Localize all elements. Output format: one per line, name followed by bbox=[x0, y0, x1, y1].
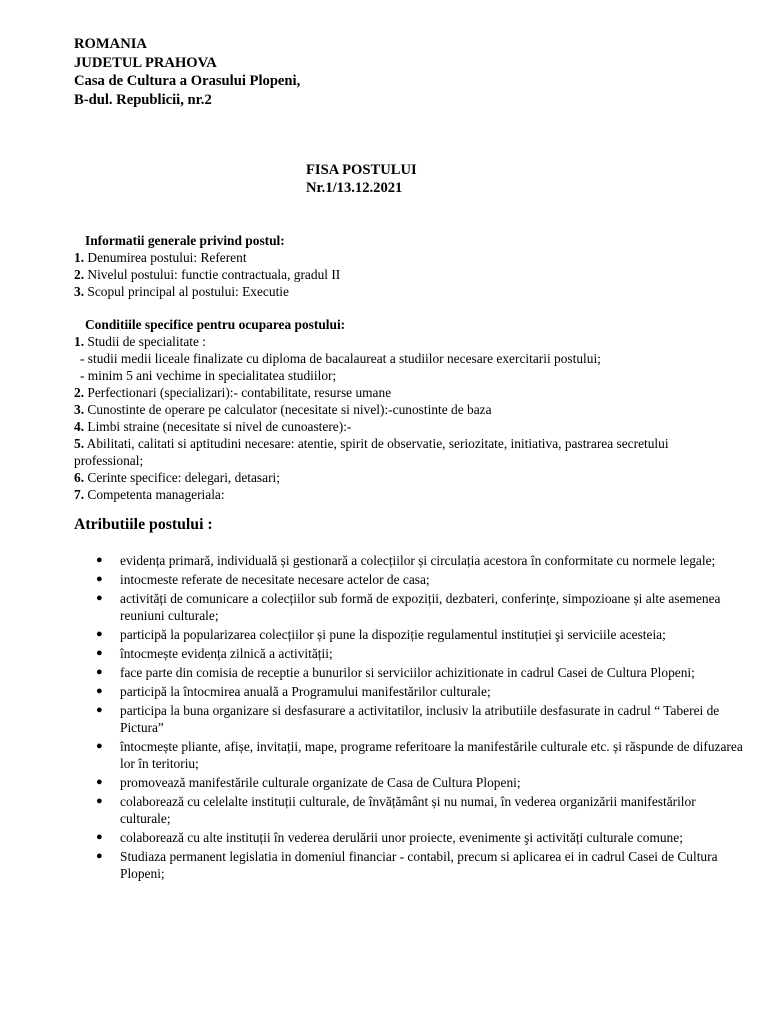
bullet-icon: ● bbox=[96, 685, 103, 697]
bullet-icon: ● bbox=[96, 647, 103, 659]
header-country: ROMANIA bbox=[74, 36, 147, 52]
bullet-icon: ● bbox=[96, 628, 103, 640]
condition-item: 4. Limbi straine (necesitate si nivel de cunoastere):- bbox=[74, 419, 352, 434]
general-info-heading: Informatii generale privind postul: bbox=[85, 233, 285, 248]
general-item: 2. Nivelul postului: functie contractuala, gradul II bbox=[74, 267, 341, 282]
condition-item: 3. Cunostinte de operare pe calculator (necesitate si nivel):-cunostinte de baza bbox=[74, 402, 492, 417]
list-item: ● întocmește evidența zilnică a activității; bbox=[96, 646, 333, 661]
title-main: FISA POSTULUI bbox=[306, 162, 417, 178]
list-item: ● activități de comunicare a colecțiilor sub formă de expoziții, dezbateri, conferințe, simpozioane și alte asemenea reuniuni culturale; bbox=[96, 591, 721, 623]
conditions-heading: Conditiile specifice pentru ocuparea postului: bbox=[85, 317, 346, 332]
header-address: B-dul. Republicii, nr.2 bbox=[74, 91, 212, 108]
list-item: ● participă la popularizarea colecțiilor și pune la dispoziție regulamentul instituției şi serviciile acesteia; bbox=[96, 627, 666, 642]
condition-item: 1. Studii de specialitate : bbox=[74, 334, 207, 349]
bullet-icon: ● bbox=[96, 592, 103, 604]
bullet-icon: ● bbox=[96, 704, 103, 716]
conditions-section bbox=[74, 316, 738, 503]
bullet-icon: ● bbox=[96, 831, 103, 843]
bullet-icon: ● bbox=[96, 776, 103, 788]
list-item: ● colaborează cu celelalte instituții culturale, de învățământ și nu numai, în vederea organizării manifestărilor culturale; bbox=[96, 794, 696, 826]
condition-item: 7. Competenta manageriala: bbox=[74, 487, 225, 502]
duties-list bbox=[94, 552, 744, 884]
institution-header bbox=[74, 35, 300, 109]
condition-item: 6. Cerinte specifice: delegari, detasari; bbox=[74, 470, 280, 485]
bullet-icon: ● bbox=[96, 554, 103, 566]
list-item: ● intocmeste referate de necesitate necesare actelor de casa; bbox=[96, 572, 430, 587]
bullet-icon: ● bbox=[96, 795, 103, 807]
general-item: 1. Denumirea postului: Referent bbox=[74, 250, 247, 265]
title-number: Nr.1/13.12.2021 bbox=[306, 180, 403, 196]
duties-heading: Atributiile postului : bbox=[74, 516, 213, 533]
list-item: ● participa la buna organizare si desfasurare a activitatilor, inclusiv la atributiile desfasurate in cadrul “ Taberei de Pictura” bbox=[96, 703, 720, 735]
general-item: 3. Scopul principal al postului: Executie bbox=[74, 284, 289, 299]
bullet-icon: ● bbox=[96, 666, 103, 678]
list-item: ● colaborează cu alte instituții în vederea derulării unor proiecte, evenimente şi activități culturale comune; bbox=[96, 830, 683, 845]
condition-subitem: - studii medii liceale finalizate cu diploma de bacalaureat a studiilor necesare exercitarii postului; bbox=[80, 351, 601, 366]
header-county: JUDETUL PRAHOVA bbox=[74, 54, 217, 71]
header-institution: Casa de Cultura a Orasului Plopeni, bbox=[74, 73, 301, 89]
general-info-section bbox=[74, 232, 738, 300]
list-item: ● întocmește pliante, afișe, invitații, mape, programe referitoare la manifestările culturale etc. și răspunde de difuzarea lor în teritoriu; bbox=[96, 739, 743, 771]
list-item: ● evidența primară, individuală și gestionară a colecțiilor și circulația acestora în conformitate cu normele legale; bbox=[96, 553, 716, 568]
list-item: ● participă la întocmirea anuală a Programului manifestărilor culturale; bbox=[96, 684, 491, 699]
list-item: ● promovează manifestările culturale organizate de Casa de Cultura Plopeni; bbox=[96, 775, 521, 790]
condition-subitem: - minim 5 ani vechime in specialitatea studiilor; bbox=[80, 368, 337, 383]
list-item: ● Studiaza permanent legislatia in domeniul financiar - contabil, precum si aplicarea ei in cadrul Casei de Cultura Plopeni; bbox=[96, 849, 718, 881]
condition-item: 2. Perfectionari (specializari):- contabilitate, resurse umane bbox=[74, 385, 392, 400]
bullet-icon: ● bbox=[96, 573, 103, 585]
bullet-icon: ● bbox=[96, 740, 103, 752]
list-item: ● face parte din comisia de receptie a bunurilor si serviciilor achizitionate in cadrul Casei de Cultura Plopeni; bbox=[96, 665, 695, 680]
bullet-icon: ● bbox=[96, 850, 103, 862]
document-title bbox=[306, 161, 417, 197]
condition-item: 5. Abilitati, calitati si aptitudini necesare: atentie, spirit de observatie, seriozitate, initiativa, pastrarea secretului professional; bbox=[74, 436, 669, 468]
